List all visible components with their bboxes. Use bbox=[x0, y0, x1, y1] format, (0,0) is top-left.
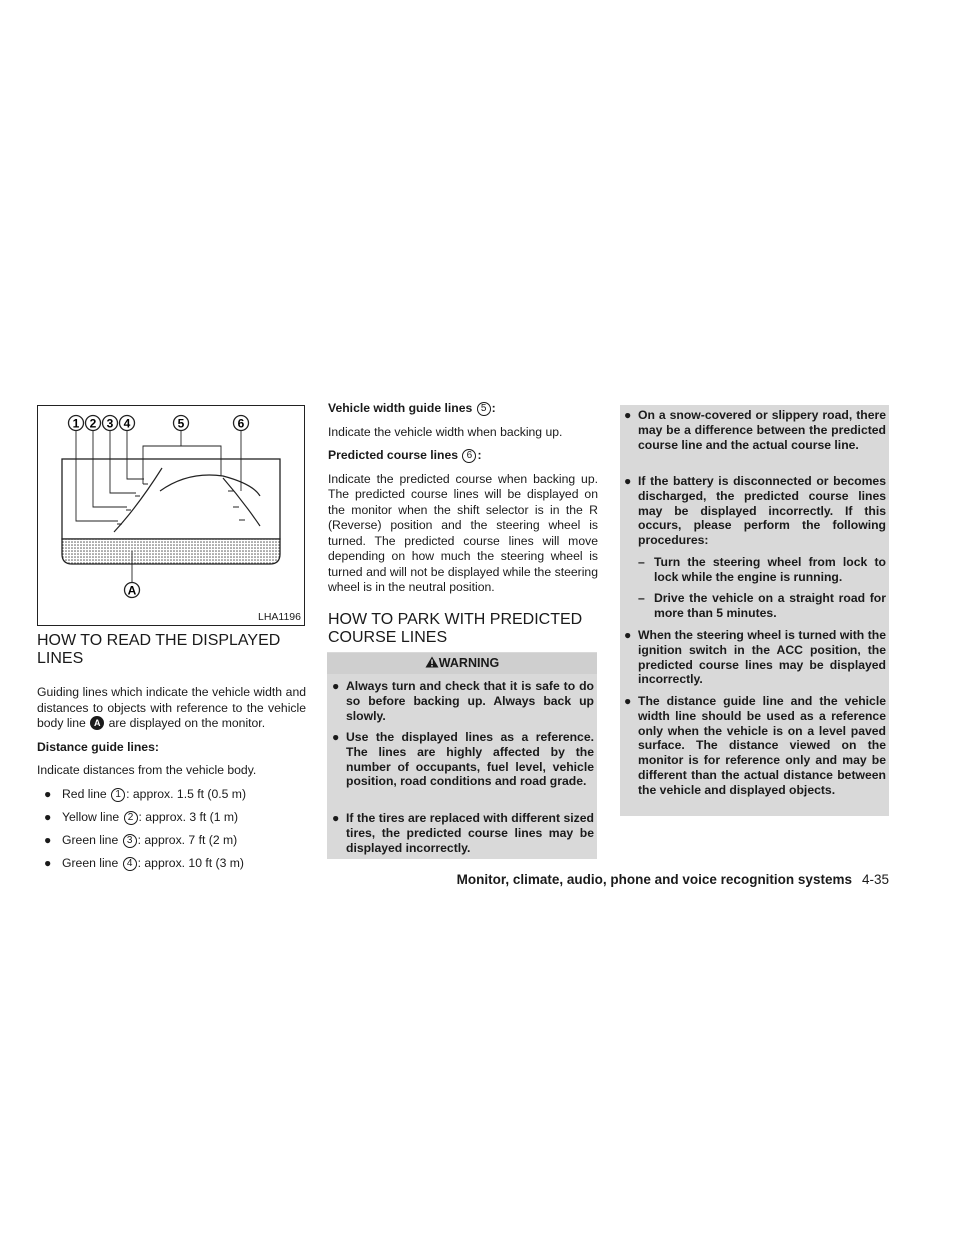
bullet-icon: ● bbox=[624, 694, 632, 708]
distance-heading: Distance guide lines: bbox=[37, 739, 159, 754]
middle-column bbox=[328, 401, 598, 647]
warning-item bbox=[332, 811, 594, 855]
line-color: Red line bbox=[62, 786, 107, 801]
number-6-icon: 6 bbox=[462, 449, 476, 463]
page-number: 4-35 bbox=[861, 872, 889, 887]
callout-6-label: 6 bbox=[237, 416, 245, 431]
bullet-icon: ● bbox=[332, 679, 340, 693]
callout-2-label: 2 bbox=[89, 416, 97, 431]
course-text: Indicate the predicted course when backing up. The predicted course lines will be displayed on the monitor when the shift selector is in the R (Reverse) position and the steering wheel is turned. The predicted course lines will move depending on how much the steering wheel is turned and will not be displayed while the steering wheel is in the neutral position. bbox=[328, 471, 598, 594]
warning-item bbox=[332, 730, 594, 789]
warning-header bbox=[327, 653, 597, 674]
left-column bbox=[37, 632, 306, 879]
intro-paragraph bbox=[37, 685, 306, 732]
distance-text: Indicate distances from the vehicle body. bbox=[37, 763, 257, 777]
bullet-icon: ● bbox=[332, 730, 340, 744]
number-2-icon: 2 bbox=[124, 811, 138, 825]
warning-triangle-icon bbox=[425, 656, 439, 668]
warning-text: If the tires are replaced with different sized tires, the predicted course lines may be displayed incorrectly. bbox=[346, 811, 594, 855]
dash-icon: – bbox=[638, 591, 645, 605]
monitor-diagram bbox=[37, 405, 305, 626]
number-4-icon: 4 bbox=[123, 857, 137, 871]
width-text: Indicate the vehicle width when backing up. bbox=[328, 424, 563, 439]
distance-list bbox=[37, 787, 306, 879]
warning-text: Always turn and check that it is safe to do so before backing up. Always back up slowly. bbox=[346, 679, 594, 723]
width-heading: Vehicle width guide lines 5 : bbox=[328, 401, 496, 415]
line-color: Green line bbox=[62, 832, 119, 847]
list-item bbox=[37, 833, 306, 856]
caution-text: When the steering wheel is turned with the ignition switch in the ACC position, the predicted course lines may be displayed incorrectly. bbox=[638, 628, 886, 687]
bullet-icon: ● bbox=[44, 809, 52, 824]
number-1-icon: 1 bbox=[111, 788, 125, 802]
footer-section: Monitor, climate, audio, phone and voice recognition systems bbox=[456, 872, 852, 887]
callout-5-label: 5 bbox=[177, 416, 185, 431]
callout-a-label: A bbox=[127, 583, 137, 598]
line-color: Green line bbox=[62, 855, 119, 870]
number-5-icon: 5 bbox=[477, 402, 491, 416]
intro-text: Guiding lines which indicate the vehicle width and distances to objects with reference to the vehicle body line bbox=[37, 685, 306, 730]
list-item bbox=[37, 856, 306, 879]
caution-text: If the battery is disconnected or becomes discharged, the predicted course lines may be displayed incorrectly. If this occurs, please perform the following procedures: bbox=[638, 474, 886, 548]
warning-label: WARNING bbox=[438, 656, 500, 670]
guide-lines-illustration bbox=[38, 406, 304, 625]
procedure-item bbox=[638, 555, 886, 585]
bullet-icon: ● bbox=[44, 832, 52, 847]
bullet-icon: ● bbox=[332, 811, 340, 825]
figure-code: LHA1196 bbox=[257, 611, 301, 623]
number-3-icon: 3 bbox=[123, 834, 137, 848]
caution-item bbox=[624, 694, 886, 798]
list-item bbox=[37, 810, 306, 833]
callout-1-label: 1 bbox=[72, 416, 80, 431]
callout-4-label: 4 bbox=[123, 416, 131, 431]
caution-text: On a snow-covered or slippery road, there may be a difference between the predicted course line and the actual course line. bbox=[638, 408, 886, 452]
warning-text: Use the displayed lines as a reference. The lines are highly affected by the number of occupants, fuel level, vehicle position, road conditions and road grade. bbox=[346, 730, 594, 789]
dash-icon: – bbox=[638, 555, 645, 569]
warning-item bbox=[332, 679, 594, 723]
course-heading: Predicted course lines 6 : bbox=[328, 448, 482, 462]
intro-text-end: are displayed on the monitor. bbox=[108, 716, 266, 730]
bullet-icon: ● bbox=[44, 855, 52, 870]
caution-item bbox=[624, 408, 886, 452]
heading-park: HOW TO PARK WITH PREDICTED COURSE LINES bbox=[328, 610, 583, 646]
caution-item bbox=[624, 628, 886, 687]
page-footer bbox=[457, 872, 889, 887]
bullet-icon: ● bbox=[624, 628, 632, 642]
line-distance: : approx. 3 ft (1 m) bbox=[138, 809, 239, 824]
width-heading-text: Vehicle width guide lines bbox=[328, 401, 473, 415]
callout-3-label: 3 bbox=[106, 416, 114, 431]
heading-read-lines: HOW TO READ THE DISPLAYED LINES bbox=[37, 632, 281, 667]
line-distance: : approx. 10 ft (3 m) bbox=[137, 855, 244, 870]
procedure-text: Turn the steering wheel from lock to lock while the engine is running. bbox=[654, 555, 886, 584]
bullet-icon: ● bbox=[624, 474, 632, 488]
bullet-icon: ● bbox=[44, 786, 52, 801]
course-heading-text: Predicted course lines bbox=[328, 448, 459, 462]
caution-text: The distance guide line and the vehicle width line should be used as a reference only when the vehicle is on a level paved surface. The distance viewed on the monitor is for reference only and may be different than the actual distance between the vehicle and displayed objects. bbox=[638, 694, 886, 797]
line-distance: : approx. 1.5 ft (0.5 m) bbox=[126, 786, 247, 801]
procedure-text: Drive the vehicle on a straight road for more than 5 minutes. bbox=[654, 591, 886, 620]
caution-item bbox=[624, 474, 886, 548]
marker-a-icon: A bbox=[90, 716, 104, 730]
line-distance: : approx. 7 ft (2 m) bbox=[137, 832, 238, 847]
line-color: Yellow line bbox=[62, 809, 120, 824]
procedure-item bbox=[638, 591, 886, 621]
bullet-icon: ● bbox=[624, 408, 632, 422]
list-item bbox=[37, 787, 306, 810]
